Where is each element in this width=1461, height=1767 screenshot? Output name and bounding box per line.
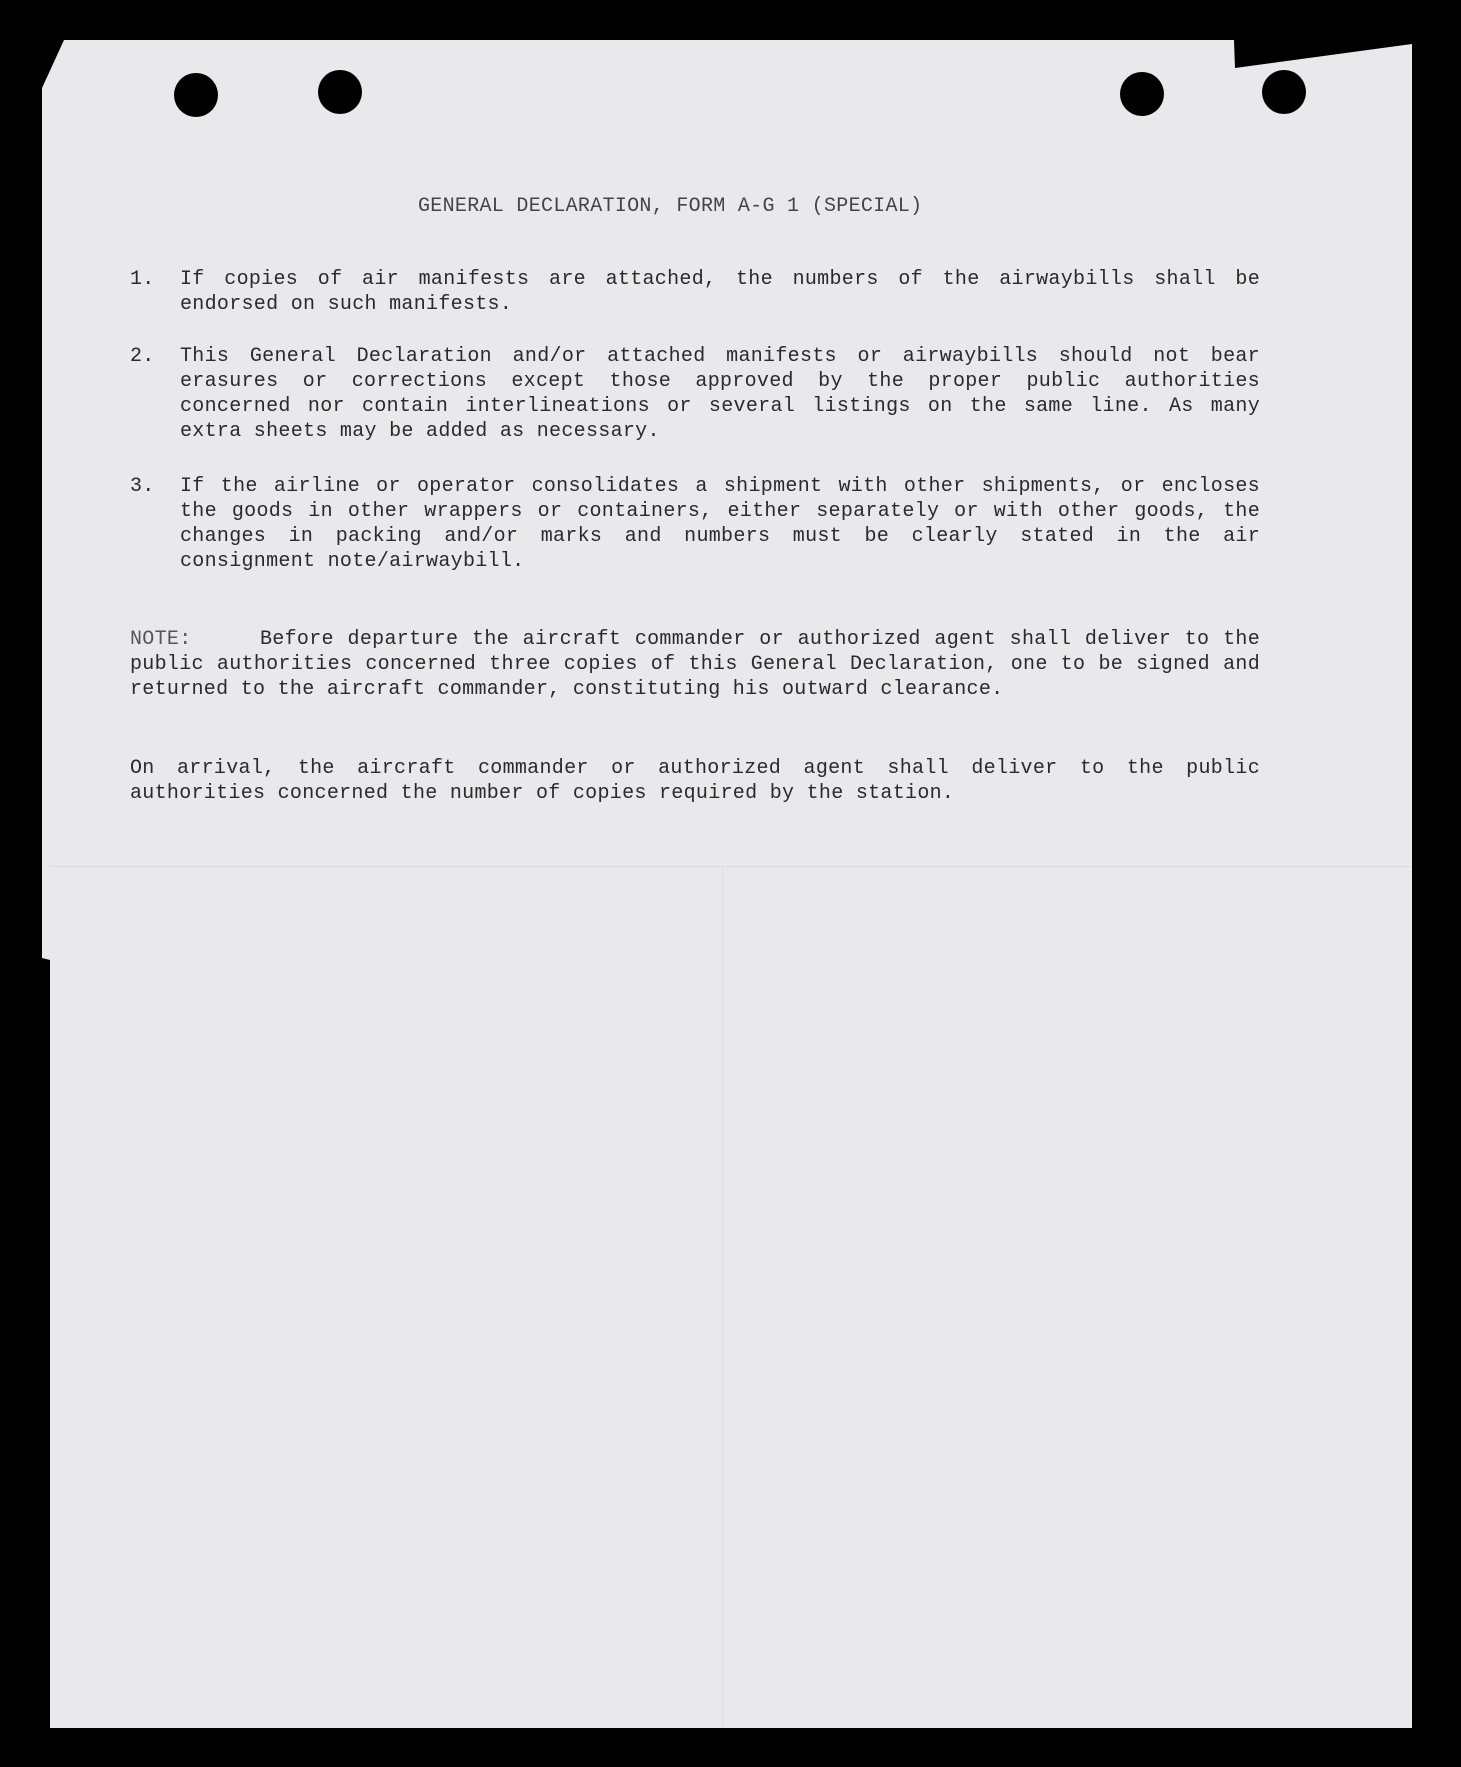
punch-hole: [1120, 72, 1164, 116]
item-text: This General Declaration and/or attached manifests or airwaybills should not bear erasures or corrections except those approved by the proper public authorities concerned nor contain interlineations or several listings on the same line. As many extra sheets may be added as necessary.: [180, 345, 1260, 443]
note-label: NOTE:: [130, 628, 192, 651]
fold-line-horizontal: [50, 866, 1412, 867]
fold-line-vertical: [722, 866, 723, 1728]
instruction-item-2: [130, 344, 1260, 444]
item-text: If copies of air manifests are attached, the numbers of the airwaybills shall be endorsed on such manifests.: [180, 268, 1260, 316]
punch-hole: [174, 73, 218, 117]
item-text: If the airline or operator consolidates a shipment with other shipments, or encloses the goods in other wrappers or containers, either separately or with other goods, the changes in packing and/or marks and numbers must be clearly stated in the air consignment note/airwaybill.: [180, 475, 1260, 573]
instruction-item-1: [130, 267, 1260, 317]
document-title: GENERAL DECLARATION, FORM A-G 1 (SPECIAL): [418, 195, 923, 218]
item-number: 3.: [130, 475, 155, 498]
punch-hole: [1262, 70, 1306, 114]
item-number: 2.: [130, 345, 155, 368]
note-text: Before departure the aircraft commander or authorized agent shall deliver to the public authorities concerned three copies of this General Declaration, one to be signed and returned to the aircraft commander, constituting his outward clearance.: [130, 628, 1260, 701]
departure-note: [130, 627, 1260, 702]
item-number: 1.: [130, 268, 155, 291]
punch-hole: [318, 70, 362, 114]
arrival-paragraph: On arrival, the aircraft commander or authorized agent shall deliver to the public authorities concerned the number of copies required by the station.: [130, 757, 1260, 805]
instruction-item-3: [130, 474, 1260, 574]
